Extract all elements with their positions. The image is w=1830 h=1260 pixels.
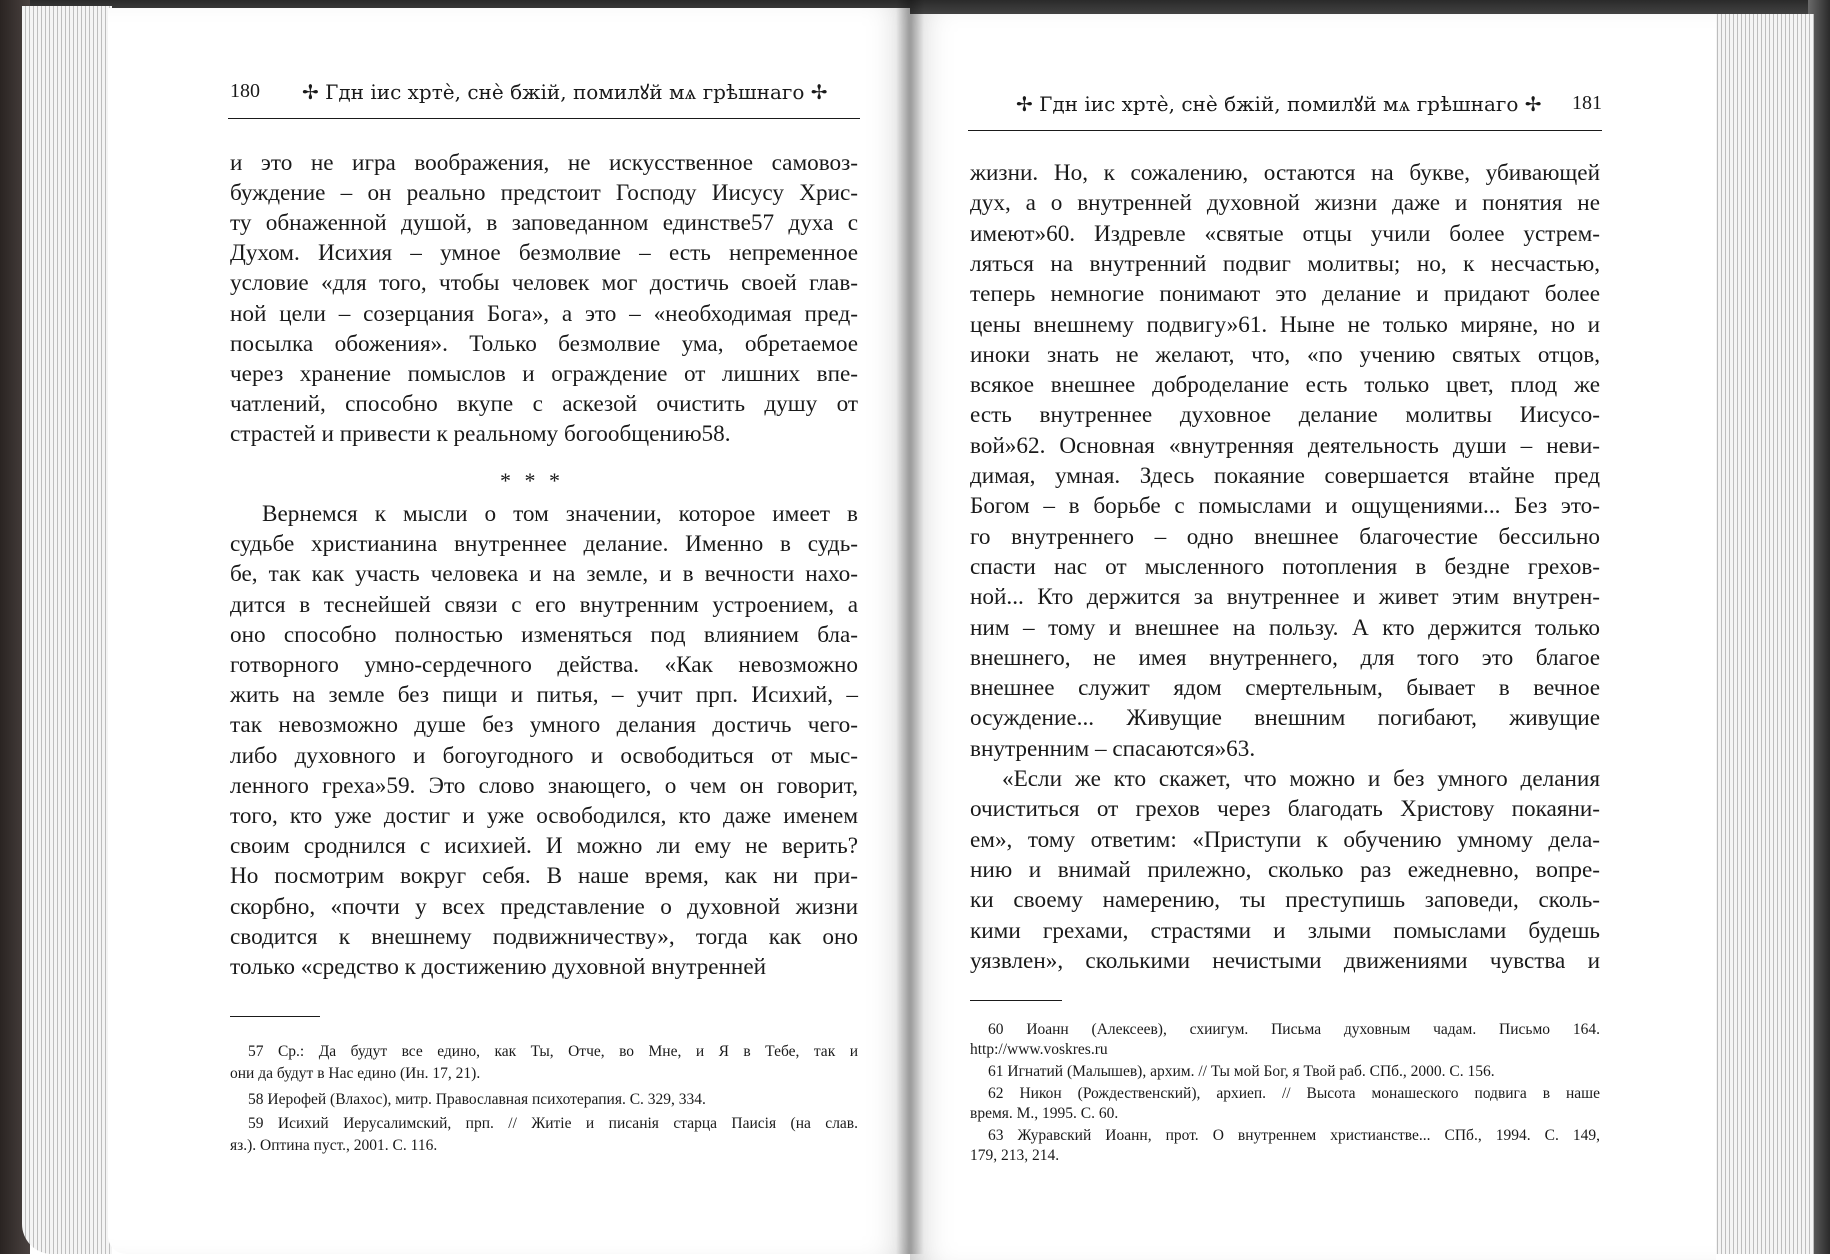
text-line: либо духовного и богоугодного и освободиться от мыс-: [230, 742, 858, 769]
text-line: готворного умно-сердечного действа. «Как невозможно: [230, 652, 858, 678]
text-line: всякое внешнее доброделание есть только цвет, плод же: [970, 372, 1600, 399]
text-line: своим сроднился с исихией. И можно ли ему не верить?: [230, 833, 858, 860]
header-rule: [228, 118, 860, 119]
text-line: внешнее служит ядом смертельным, бывает в вечное: [970, 675, 1600, 702]
footnote-line: яз.). Оптина пуст., 2001. С. 116.: [230, 1137, 438, 1154]
text-line: жить на земле без пищи и питья, – учит прп. Исихий, –: [230, 682, 858, 709]
footnote-rule: [230, 1016, 320, 1017]
text-line: через хранение помыслов и ограждение от лишних впе-: [230, 360, 858, 387]
text-line: буждение – он реально предстоит Господу Иисусу Хрис-: [230, 180, 858, 207]
text-line: ленного греха»59. Это слово знающего, о чем он говорит,: [230, 772, 858, 799]
text-line: ки своему намерению, ты преступишь заповеди, сколь-: [970, 887, 1600, 914]
book-gutter: [896, 0, 924, 1254]
footnote-line: 179, 213, 214.: [970, 1147, 1060, 1164]
text-line: есть внутреннее духовное делание молитвы Иисусо-: [970, 402, 1600, 429]
header-rule: [968, 130, 1602, 131]
running-head: ✢ Гдн іис хртѐ, снѐ бжій, помилꙋй мѧ грѣшнаго ✢: [302, 80, 828, 104]
text-line: теперь немногие понимают это делание и придают более: [970, 281, 1600, 308]
text-line: ляться на внутренний подвиг молитвы; но, к несчастью,: [970, 250, 1600, 277]
text-line: ним – тому и внешнее на пользу. А кто держится только: [970, 614, 1600, 641]
text-line: судьбе христианина внутреннее делание. Именно в судь-: [230, 531, 858, 558]
text-line: и это не игра воображения, не искусственное самовоз-: [230, 150, 858, 176]
text-line: ной цели – созерцания Бога», а это – «необходимая пред-: [230, 300, 858, 327]
text-line: уязвлен», сколькими нечистыми движениями чувства и: [970, 947, 1600, 974]
text-line: сводится к внешнему подвижничеству», тогда как оно: [230, 923, 858, 950]
footnote-line: 61 Игнатий (Малышев), архим. // Ты мой Бог, я Твой раб. СПб., 2000. С. 156.: [988, 1063, 1495, 1080]
text-line: ем», тому ответим: «Приступи к обучению умному дела-: [970, 826, 1600, 853]
text-line: имеют»60. Издревле «святые отцы учили более устрем-: [970, 220, 1600, 247]
page-edges-right: [1714, 14, 1814, 1254]
text-line: дится в теснейшей связи с его внутренним устроением, а: [230, 591, 858, 618]
text-line: очиститься от грехов через благодать Христову покаяни-: [970, 796, 1600, 823]
text-line: Духом. Исихия – умное безмолвие – есть непременное: [230, 240, 858, 267]
footnote-line: 63 Журавский Иоанн, прот. О внутреннем христианстве... СПб., 1994. С. 149,: [988, 1127, 1600, 1144]
text-line: условие «для того, чтобы человек мог достичь своей глав-: [230, 270, 858, 297]
text-line: спасти нас от мысленного потопления в бездне грехов-: [970, 553, 1600, 580]
footnote-line: 59 Исихий Иерусалимский, прп. // Житіе и писанія старца Паисія (на слав.: [248, 1115, 858, 1132]
text-line: чатлений, способно вкупе с аскезой очистить душу от: [230, 390, 858, 417]
text-line: кими грехами, страстями и злыми помыслами будешь: [970, 917, 1600, 944]
text-line: нию и внимай прилежно, сколько раз ежедневно, вопре-: [970, 856, 1600, 883]
text-line: ной... Кто держится за внутреннее и живет этим внутрен-: [970, 584, 1600, 611]
text-line: внутренним – спасаются»63.: [970, 735, 1256, 762]
footnote-line: они да будут в Нас едино (Ин. 17, 21).: [230, 1065, 481, 1082]
section-separator: * * *: [500, 468, 564, 493]
text-line: скорбно, «почти у всех представление о духовной жизни: [230, 893, 858, 920]
text-line: страстей и привести к реальному богообщению58.: [230, 420, 731, 447]
text-line: «Если же кто скажет, что можно и без умного делания: [1002, 766, 1600, 792]
footnote-line: http://www.voskres.ru: [970, 1041, 1108, 1058]
text-line: цены внешнему подвигу»61. Ныне не только миряне, но и: [970, 311, 1600, 338]
text-line: оно способно полностью изменяться под влиянием бла-: [230, 621, 858, 648]
text-line: димая, умная. Здесь покаяние совершается втайне пред: [970, 463, 1600, 489]
footnote-rule: [970, 1000, 1062, 1001]
text-line: дух, а о внутренней духовной жизни даже и понятия не: [970, 190, 1600, 217]
footnote-line: 60 Иоанн (Алексеев), схиигум. Письма духовным чадам. Письмо 164.: [988, 1021, 1600, 1038]
text-line: посылка обожения». Только безмолвие ума, обретаемое: [230, 330, 858, 357]
page-number: 180: [230, 80, 260, 102]
text-line: того, кто уже достиг и уже освободился, кто даже именем: [230, 803, 858, 829]
footnote-line: 58 Иерофей (Влахос), митр. Православная психотерапия. С. 329, 334.: [248, 1091, 706, 1108]
footnote-line: 57 Ср.: Да будут все едино, как Ты, Отче, во Мне, и Я в Тебе, так и: [248, 1043, 858, 1060]
footnote-line: время. М., 1995. С. 60.: [970, 1105, 1119, 1122]
text-line: Вернемся к мысли о том значении, которое имеет в: [262, 501, 858, 527]
running-head: ✢ Гдн іис хртѐ, снѐ бжій, помилꙋй мѧ грѣшнаго ✢: [1016, 92, 1542, 116]
text-line: так невозможно душе без умного делания достичь чего-: [230, 712, 858, 739]
text-line: жизни. Но, к сожалению, остаются на букве, убивающей: [970, 160, 1600, 186]
text-line: вой»62. Основная «внутренняя деятельность души – неви-: [970, 432, 1600, 459]
text-line: го внутреннего – одно внешнее благочестие бессильно: [970, 523, 1600, 550]
text-line: Но посмотрим вокруг себя. В наше время, как ни при-: [230, 863, 858, 890]
text-line: внешнего, не имея внутреннего, для того это благое: [970, 644, 1600, 671]
page-edges-left: [22, 6, 112, 1254]
footnote-line: 62 Никон (Рождественский), архиеп. // Высота монашеского подвига в наше: [988, 1085, 1600, 1102]
text-line: только «средство к достижению духовной внутренней: [230, 954, 767, 980]
page-number: 181: [1572, 92, 1602, 114]
text-line: иноки знать не желают, что, «по учению святых отцов,: [970, 341, 1600, 368]
text-line: бе, так как участь человека и на земле, и в вечности нахо-: [230, 561, 858, 588]
text-line: осуждение... Живущие внешним погибают, живущие: [970, 705, 1600, 732]
text-line: Богом – в борьбе с помыслами и ощущениями... Без это-: [970, 493, 1600, 520]
text-line: ту обнаженной душой, в заповеданном единстве57 духа с: [230, 210, 858, 237]
